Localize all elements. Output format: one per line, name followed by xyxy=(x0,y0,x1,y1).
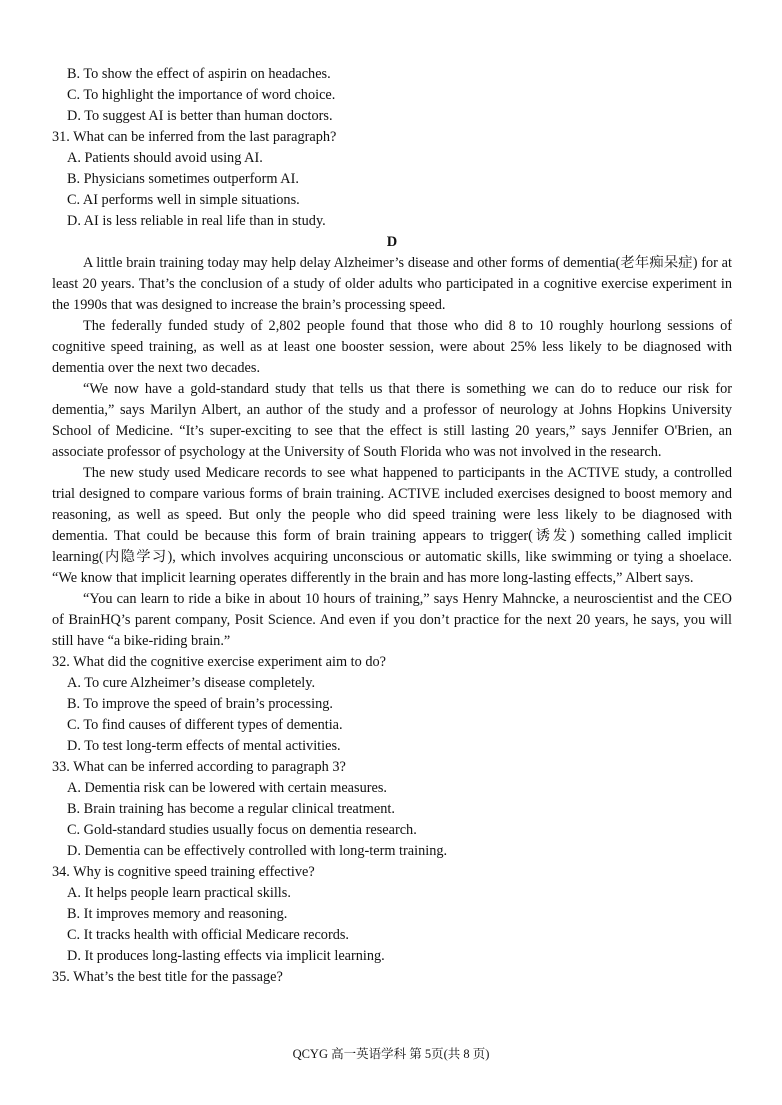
question-32-option-a: A. To cure Alzheimer’s disease completely. xyxy=(67,675,316,691)
prev-option-c: C. To highlight the importance of word choice. xyxy=(67,87,336,103)
prev-option-d: D. To suggest AI is better than human doctors. xyxy=(67,108,333,124)
question-34-option-d: D. It produces long-lasting effects via implicit learning. xyxy=(67,948,385,964)
question-33-option-d: D. Dementia can be effectively controlled with long-term training. xyxy=(67,843,448,859)
question-31-option-d: D. AI is less reliable in real life than in study. xyxy=(67,213,326,229)
question-34-option-b: B. It improves memory and reasoning. xyxy=(67,906,288,922)
page-content xyxy=(52,64,732,988)
question-32-stem: 32. What did the cognitive exercise experiment aim to do? xyxy=(52,654,387,670)
question-32-option-b: B. To improve the speed of brain’s processing. xyxy=(67,696,333,712)
passage-paragraph-5: “You can learn to ride a bike in about 10 hours of training,” says Henry Mahncke, a neuroscientist and the CEO of BrainHQ’s parent company, Posit Science. And even if you don’t practice for the next 20 years, he says, you will still have “a bike-riding brain.” xyxy=(52,591,732,649)
question-32-option-c: C. To find causes of different types of dementia. xyxy=(67,717,343,733)
section-heading: D xyxy=(386,234,398,250)
question-31-option-c: C. AI performs well in simple situations. xyxy=(67,192,300,208)
question-35-stem: 35. What’s the best title for the passage? xyxy=(52,969,283,985)
question-34-stem: 34. Why is cognitive speed training effective? xyxy=(52,864,315,880)
page-footer: QCYG 高一英语学科 第 5页(共 8 页) xyxy=(292,1047,490,1061)
passage-paragraph-3: “We now have a gold-standard study that tells us that there is something we can do to reduce our risk for dementia,” says Marilyn Albert, an author of the study and a professor of neurology at Johns Hopkins University School of Medicine. “It’s super-exciting to see that the effect is still lasting 20 years,” says Jennifer O'Brien, an associate professor of psychology at the University of South Florida who was not involved in the research. xyxy=(52,381,732,460)
question-31-option-a: A. Patients should avoid using AI. xyxy=(67,150,263,166)
question-31-stem: 31. What can be inferred from the last paragraph? xyxy=(52,129,337,145)
question-33-option-b: B. Brain training has become a regular clinical treatment. xyxy=(67,801,395,817)
passage-paragraph-2: The federally funded study of 2,802 people found that those who did 8 to 10 roughly hourlong sessions of cognitive speed training, as well as at least one booster session, were about 25% less likely to be diagnosed with dementia over the next two decades. xyxy=(52,318,732,376)
question-34-option-a: A. It helps people learn practical skills. xyxy=(67,885,291,901)
prev-option-b: B. To show the effect of aspirin on headaches. xyxy=(67,66,331,82)
passage-paragraph-1: A little brain training today may help delay Alzheimer’s disease and other forms of dementia(老年痴呆症) for at least 20 years. That’s the conclusion of a study of older adults who participated in a cognitive exercise experiment in the 1990s that was designed to increase the brain’s processing speed. xyxy=(52,255,732,313)
passage-paragraph-4: The new study used Medicare records to see what happened to participants in the ACTIVE study, a controlled trial designed to compare various forms of brain training. ACTIVE included exercises designed to boost memory and reasoning, as well as speed. But only the people who did speed training were less likely to be diagnosed with dementia. That could be because this form of brain training appears to trigger(诱发) something called implicit learning(内隐学习), which involves acquiring unconscious or automatic skills, like swimming or tying a shoelace. “We know that implicit learning operates differently in the brain and has more long-lasting effects,” Albert says. xyxy=(52,465,732,586)
question-34-option-c: C. It tracks health with official Medicare records. xyxy=(67,927,349,943)
question-33-option-a: A. Dementia risk can be lowered with certain measures. xyxy=(67,780,387,796)
question-33-option-c: C. Gold-standard studies usually focus on dementia research. xyxy=(67,822,417,838)
question-32-option-d: D. To test long-term effects of mental activities. xyxy=(67,738,341,754)
question-33-stem: 33. What can be inferred according to paragraph 3? xyxy=(52,759,346,775)
question-31-option-b: B. Physicians sometimes outperform AI. xyxy=(67,171,299,187)
